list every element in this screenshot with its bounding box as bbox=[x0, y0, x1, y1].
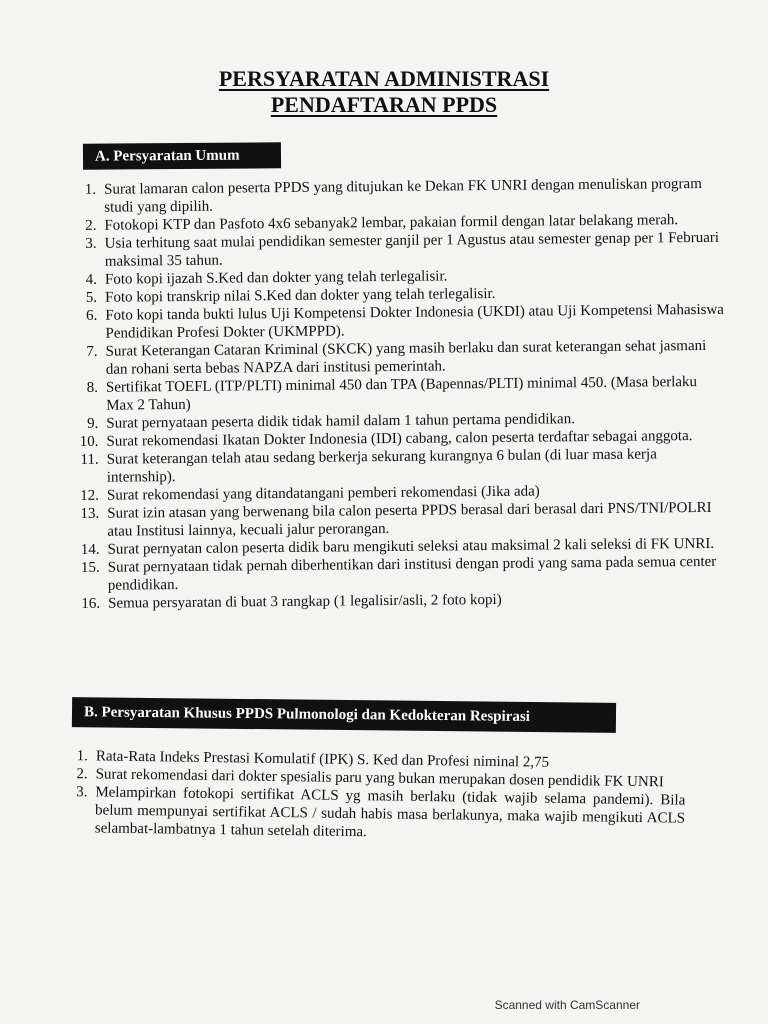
item-text: Surat rekomendasi dari dokter spesialis paru yang bukan merupakan dosen pendidik FK UNRI bbox=[95, 766, 664, 791]
item-number: 1. bbox=[76, 748, 88, 765]
list-item bbox=[78, 553, 728, 595]
item-number: 13. bbox=[80, 505, 100, 522]
list-item bbox=[65, 783, 686, 846]
item-text: Surat rekomendasi Ikatan Dokter Indonesia (IDI) cabang, calon peserta terdaftar sebagai anggota. bbox=[106, 428, 693, 450]
item-number: 12. bbox=[80, 487, 100, 504]
item-number: 10. bbox=[79, 433, 99, 450]
item-number: 3. bbox=[85, 235, 97, 252]
list-item bbox=[74, 175, 724, 217]
item-number: 6. bbox=[85, 307, 98, 324]
item-text: Surat izin atasan yang berwenang bila calon peserta PPDS berasal dari berasal dari PNS/TNI/POLRI atau Institusi lainnya, kecuali jalur perorangan. bbox=[107, 499, 712, 540]
list-item bbox=[76, 373, 726, 415]
item-number: 16. bbox=[81, 595, 101, 612]
item-number: 8. bbox=[86, 379, 99, 396]
item-number: 5. bbox=[85, 289, 98, 306]
item-text: Sertifikat TOEFL (ITP/PLTI) minimal 450 dan TPA (Bapennas/PLTI) minimal 450. (Masa berlaku Max 2 Tahun) bbox=[105, 374, 698, 414]
item-text: Surat pernyatan calon peserta didik baru mengikuti seleksi atau maksimal 2 kali seleksi di FK UNRI. bbox=[107, 535, 715, 558]
item-text: Surat pernyataan peserta didik tidak hamil dalam 1 tahun pertama pendidikan. bbox=[106, 411, 575, 432]
item-text: Foto kopi tanda bukti lulus Uji Kompetensi Dokter Indonesia (UKDI) atau Uji Kompetensi Mahasiswa Pendidikan Profesi Dokter (UKMPPD). bbox=[105, 301, 724, 342]
item-number: 15. bbox=[80, 559, 100, 576]
title-line-2-text: PENDAFTARAN PPDS bbox=[270, 92, 498, 117]
item-number: 1. bbox=[84, 181, 97, 198]
section-a-list bbox=[74, 175, 728, 613]
item-number: 2. bbox=[85, 217, 97, 234]
list-item bbox=[77, 499, 727, 541]
item-text: Foto kopi transkrip nilai S.Ked dan dokter yang telah terlegalisir. bbox=[105, 285, 496, 306]
item-number: 4. bbox=[85, 271, 98, 288]
item-number: 14. bbox=[80, 541, 100, 558]
document-title-line-1 bbox=[0, 66, 768, 91]
item-text: Surat Keterangan Cataran Kriminal (SKCK) yang masih berlaku dan surat keterangan sehat jasmani dan rohani serta bebas NAPZA dari institusi pemerintah. bbox=[105, 337, 707, 378]
item-number: 7. bbox=[86, 343, 98, 360]
item-number: 3. bbox=[76, 784, 88, 801]
section-b-list bbox=[65, 747, 686, 846]
item-text: Semua persyaratan di buat 3 rangkap (1 legalisir/asli, 2 foto kopi) bbox=[107, 591, 502, 612]
item-text: Surat keterangan telah atau sedang berkerja sekurang kurangnya 6 bulan (di luar masa kerja internship). bbox=[106, 446, 657, 486]
item-text: Foto kopi ijazah S.Ked dan dokter yang telah terlegalisir. bbox=[104, 268, 448, 288]
item-text: Surat lamaran calon peserta PPDS yang ditujukan ke Dekan FK UNRI dengan menuliskan program studi yang dipilih. bbox=[104, 175, 702, 216]
list-item bbox=[77, 445, 727, 487]
list-item bbox=[75, 301, 725, 343]
title-line-1-text: PERSYARATAN ADMINISTRASI bbox=[218, 66, 550, 91]
item-number: 11. bbox=[80, 451, 99, 468]
section-a-heading: A. Persyaratan Umum bbox=[83, 142, 281, 169]
item-text: Surat rekomendasi yang ditandatangani pemberi rekomendasi (Jika ada) bbox=[106, 483, 540, 504]
item-number: 9. bbox=[87, 415, 99, 432]
item-number: 2. bbox=[76, 766, 88, 783]
list-item bbox=[76, 337, 726, 379]
item-text: Melampirkan fotokopi sertifikat ACLS yg masih berlaku (tidak wajib selama pandemi). Bila belum mempunyai sertifikat ACLS / sudah habis masa berlakunya, maka wajib mengikuti ACLS selambat-lambatnya 1 tahun setelah diterima. bbox=[94, 784, 686, 841]
item-text: Fotokopi KTP dan Pasfoto 4x6 sebanyak2 lembar, pakaian formil dengan latar belakang merah. bbox=[104, 212, 679, 234]
scanner-watermark: Scanned with CamScanner bbox=[494, 998, 640, 1012]
section-b-heading: B. Persyaratan Khusus PPDS Pulmonologi dan Kedokteran Respirasi bbox=[72, 697, 616, 733]
list-item bbox=[75, 229, 725, 271]
item-text: Usia terhitung saat mulai pendidikan semester ganjil per 1 Agustus atau semester genap per 1 Februari maksimal 35 tahun. bbox=[104, 229, 720, 270]
document-title-line-2 bbox=[0, 92, 768, 117]
item-text: Surat pernyataan tidak pernah diberhentikan dari institusi dengan prodi yang sama pada semua center pendidikan. bbox=[107, 553, 717, 594]
item-text: Rata-Rata Indeks Prestasi Komulatif (IPK) S. Ked dan Profesi niminal 2,75 bbox=[95, 748, 550, 771]
